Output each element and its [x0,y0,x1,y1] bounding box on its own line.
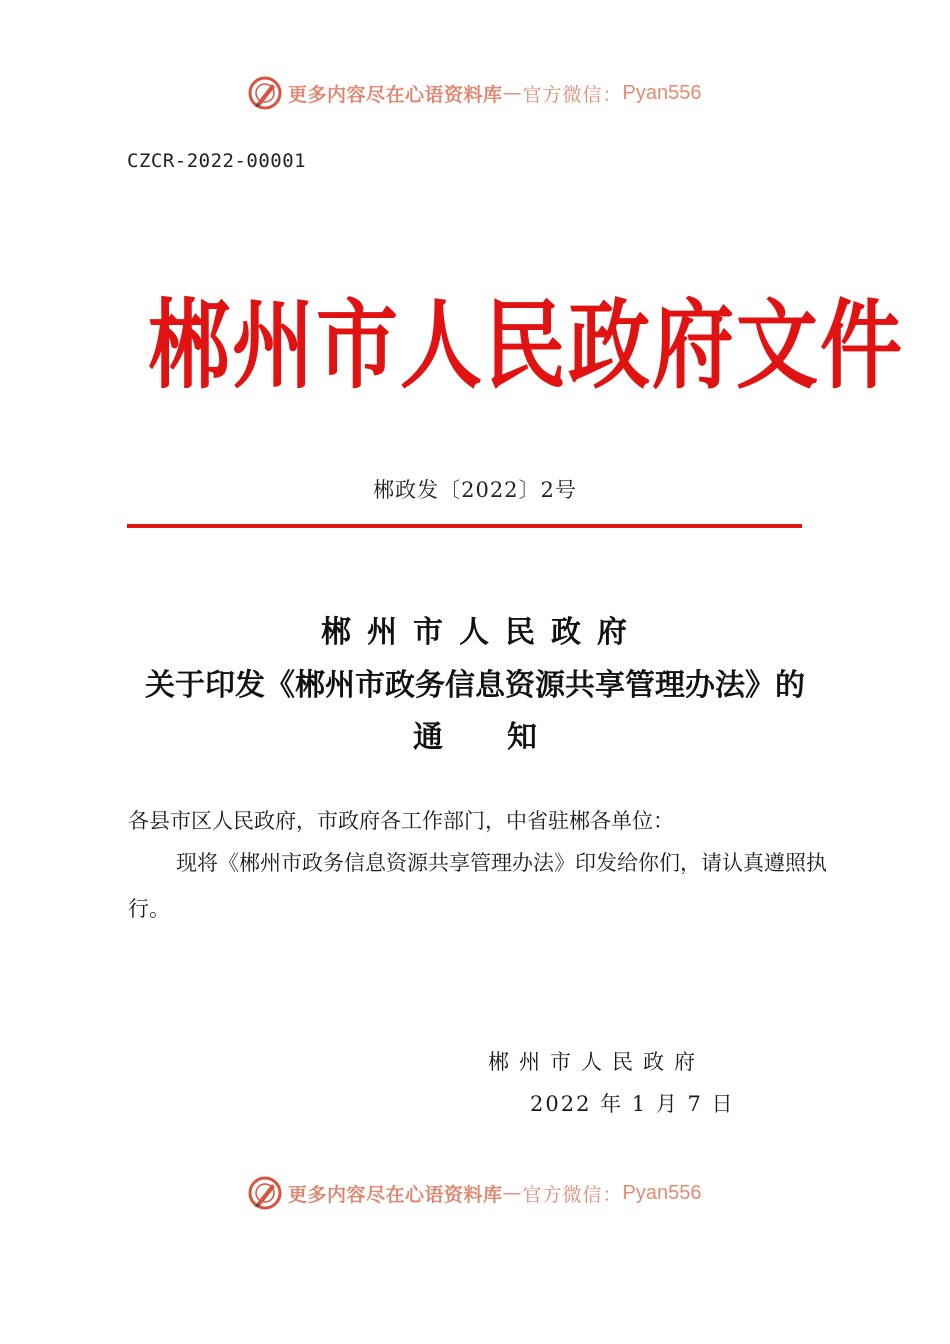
watermark-banner-bottom [248,1175,702,1211]
document-number: 郴政发〔2022〕2号 [373,478,577,502]
pen-logo-icon [248,76,282,110]
signature-org: 郴州市人民政府 [488,1050,705,1074]
watermark-dash: — [502,1182,523,1204]
title-char-tong: 通 [413,720,443,755]
red-separator-rule [127,524,802,528]
document-code: CZCR-2022-00001 [127,150,307,172]
title-char-zhi: 知 [507,720,537,755]
watermark-brand: 更多内容尽在心语资料库 [288,1183,503,1206]
watermark-brand: 更多内容尽在心语资料库 [288,83,503,106]
watermark-wechat: Pyan556 [622,1181,702,1204]
watermark-dash: — [502,82,523,104]
masthead-title: 郴州市人民政府文件 [148,290,905,403]
watermark-official: 官方微信： [522,83,623,106]
watermark-official: 官方微信： [522,1183,623,1206]
title-line-1: 郴州市人民政府 [321,615,643,650]
pen-logo-icon [248,1176,282,1210]
salutation: 各县市区人民政府，市政府各工作部门，中省驻郴各单位： [128,809,674,833]
title-line-3 [0,712,950,756]
watermark-banner-top [248,75,702,111]
watermark-wechat: Pyan556 [622,81,702,104]
title-line-2: 关于印发《郴州市政务信息资源共享管理办法》的 [145,668,805,703]
body-paragraph: 现将《郴州市政务信息资源共享管理办法》印发给你们，请认真遵照执行。 [128,851,827,921]
signature-date: 2022 年 1 月 7 日 [530,1092,735,1116]
